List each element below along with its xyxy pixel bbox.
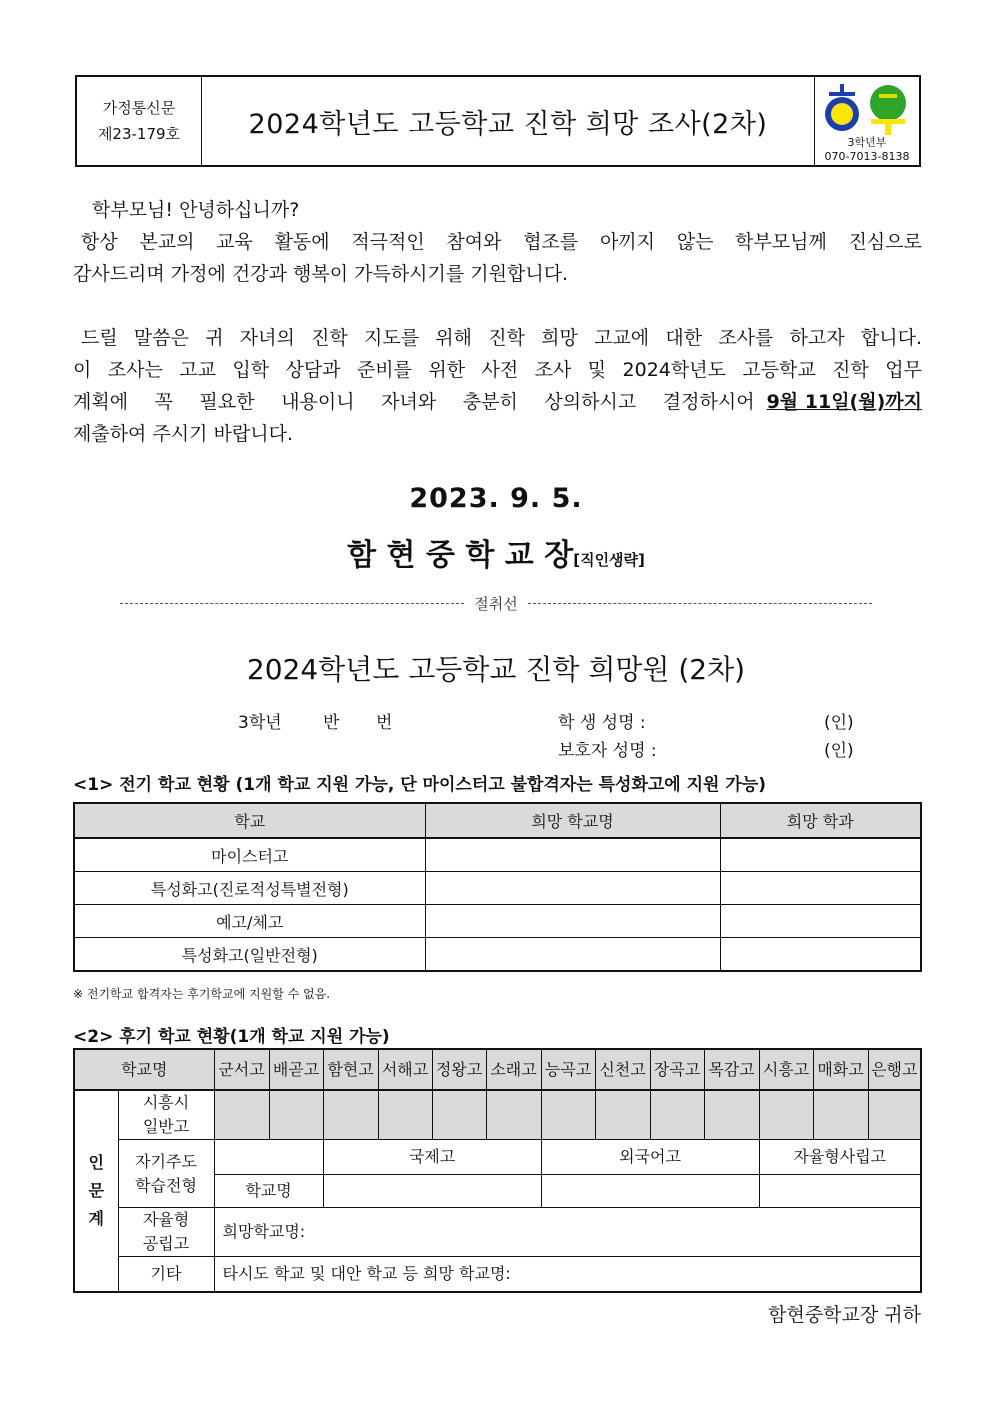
school-choice-cell[interactable] — [432, 1090, 486, 1140]
school-logo-icon — [819, 81, 915, 137]
self-directed-row — [74, 1140, 921, 1175]
parent-name-label: 보호자 성명 : — [558, 741, 657, 761]
school-col: 군서고 — [214, 1049, 269, 1090]
foreign-lang-name-cell[interactable] — [541, 1175, 759, 1208]
greeting: 학부모님! 안녕하십니까? — [92, 199, 300, 221]
school-col: 정왕고 — [432, 1049, 486, 1090]
header-desired-school: 희망 학교명 — [425, 803, 720, 838]
row-label: 특성화고(일반전형) — [74, 938, 425, 972]
school-choice-cell[interactable] — [759, 1090, 813, 1140]
school-col: 서해고 — [378, 1049, 432, 1090]
parent-seal: (인) — [824, 741, 854, 761]
type-private: 자율형사립고 — [759, 1140, 921, 1175]
early-school-table — [73, 802, 922, 972]
student-name-label: 학 생 성명 : — [558, 713, 646, 733]
desired-dept-cell[interactable] — [720, 872, 921, 905]
general-school-row — [74, 1090, 921, 1140]
number-label: 번 — [376, 713, 393, 733]
paragraph1-line1: 항상 본교의 교육 활동에 적극적인 참여와 협조를 아끼지 않는 학부모님께 진심으로 — [81, 231, 922, 253]
cut-line-dash-right — [528, 603, 872, 604]
school-col: 능곡고 — [541, 1049, 595, 1090]
table-row — [74, 838, 921, 872]
desired-school-cell[interactable] — [425, 938, 720, 972]
form-title: 2024학년도 고등학교 진학 희망원 (2차) — [246, 653, 746, 686]
paragraph2-line2: 이 조사는 고교 입학 상담과 준비를 위한 사전 조사 및 2024학년도 고등학교 진학 업무 — [73, 359, 922, 381]
paragraph2-line3 — [73, 386, 922, 418]
cut-line — [120, 593, 872, 614]
grade-label: 3학년 — [238, 713, 282, 733]
school-choice-cell[interactable] — [595, 1090, 650, 1140]
general-school-label: 시흥시 일반고 — [118, 1090, 214, 1140]
header-desired-dept: 희망 학과 — [720, 803, 921, 838]
school-col: 소래고 — [486, 1049, 541, 1090]
school-col: 배곧고 — [269, 1049, 323, 1090]
desired-dept-cell[interactable] — [720, 938, 921, 972]
school-col: 시흥고 — [759, 1049, 813, 1090]
table-row — [74, 905, 921, 938]
school-col: 매화고 — [813, 1049, 868, 1090]
principal-name: 함 현 중 학 교 장 — [347, 538, 574, 573]
phone-number: 070-7013-8138 — [824, 150, 910, 163]
row-label: 특성화고(진로적성특별전형) — [74, 872, 425, 905]
school-choice-cell[interactable] — [378, 1090, 432, 1140]
cut-line-label: 절취선 — [474, 595, 518, 613]
addressee: 함현중학교장 귀하 — [768, 1304, 921, 1326]
school-choice-cell[interactable] — [868, 1090, 921, 1140]
private-name-cell[interactable] — [759, 1175, 921, 1208]
issue-date: 2023. 9. 5. — [409, 483, 583, 514]
type-intl: 국제고 — [323, 1140, 541, 1175]
deadline: 9월 11일(월)까지 — [766, 391, 922, 413]
desired-dept-cell[interactable] — [720, 838, 921, 872]
department: 3학년부 — [847, 136, 887, 149]
doc-info — [77, 77, 202, 165]
school-col: 장곡고 — [650, 1049, 704, 1090]
school-header-row — [74, 1049, 921, 1090]
self-directed-label: 자기주도 학습전형 — [118, 1140, 214, 1208]
school-col: 신천고 — [595, 1049, 650, 1090]
school-choice-cell[interactable] — [704, 1090, 759, 1140]
doc-number: 제23-179호 — [97, 125, 181, 143]
desired-dept-cell[interactable] — [720, 905, 921, 938]
school-name-label: 학교명 — [214, 1175, 323, 1208]
class-label: 반 — [323, 713, 340, 733]
cut-line-dash-left — [120, 603, 464, 604]
late-school-table — [73, 1048, 922, 1293]
school-name-header: 학교명 — [74, 1049, 214, 1090]
desired-school-cell[interactable] — [425, 872, 720, 905]
school-col: 함현고 — [323, 1049, 378, 1090]
blank-cell — [214, 1140, 323, 1175]
table-row — [74, 938, 921, 972]
table-header-row — [74, 803, 921, 838]
document-header — [75, 75, 921, 167]
school-choice-cell[interactable] — [541, 1090, 595, 1140]
document-title: 2024학년도 고등학교 진학 희망 조사(2차) — [248, 108, 768, 140]
row-label: 예고/체고 — [74, 905, 425, 938]
school-logo-box — [814, 77, 919, 165]
school-col: 은행고 — [868, 1049, 921, 1090]
student-seal: (인) — [824, 713, 854, 733]
school-col: 목감고 — [704, 1049, 759, 1090]
paragraph2-line4: 제출하여 주시기 바랍니다. — [73, 423, 294, 445]
paragraph2-line1: 드릴 말씀은 귀 자녀의 진학 지도를 위해 진학 희망 고교에 대한 조사를 하고자 합니다. — [81, 327, 922, 349]
category-cell: 인 문 계 — [74, 1090, 118, 1292]
public-autonomous-label: 자율형 공립고 — [118, 1208, 214, 1257]
other-row — [74, 1257, 921, 1292]
table-row — [74, 872, 921, 905]
row-label: 마이스터고 — [74, 838, 425, 872]
other-input[interactable]: 타시도 학교 및 대안 학교 등 희망 학교명: — [214, 1257, 921, 1292]
paragraph1-line2: 감사드리며 가정에 건강과 행복이 가득하시기를 기원합니다. — [73, 263, 569, 285]
doc-type: 가정통신문 — [102, 99, 176, 117]
type-foreign-lang: 외국어고 — [541, 1140, 759, 1175]
desired-school-cell[interactable] — [425, 838, 720, 872]
school-choice-cell[interactable] — [323, 1090, 378, 1140]
intl-name-cell[interactable] — [323, 1175, 541, 1208]
school-choice-cell[interactable] — [486, 1090, 541, 1140]
paragraph2-line3-text: 계획에 꼭 필요한 내용이니 자녀와 충분히 상의하시고 결정하시어 — [73, 391, 755, 413]
school-choice-cell[interactable] — [813, 1090, 868, 1140]
desired-school-cell[interactable] — [425, 905, 720, 938]
public-autonomous-row — [74, 1208, 921, 1257]
public-autonomous-input[interactable]: 희망학교명: — [214, 1208, 921, 1257]
seal-note: [직인생략] — [573, 551, 645, 569]
school-choice-cell[interactable] — [269, 1090, 323, 1140]
section1-title: <1> 전기 학교 현황 (1개 학교 지원 가능, 단 마이스터고 불합격자는 특성화고에 지원 가능) — [73, 775, 767, 795]
other-label: 기타 — [118, 1257, 214, 1292]
section1-note: ※ 전기학교 합격자는 후기학교에 지원할 수 없음. — [73, 987, 331, 1001]
section2-title: <2> 후기 학교 현황(1개 학교 지원 가능) — [73, 1027, 390, 1047]
principal-signature — [0, 530, 992, 574]
header-school: 학교 — [74, 803, 425, 838]
school-choice-cell[interactable] — [214, 1090, 269, 1140]
school-choice-cell[interactable] — [650, 1090, 704, 1140]
